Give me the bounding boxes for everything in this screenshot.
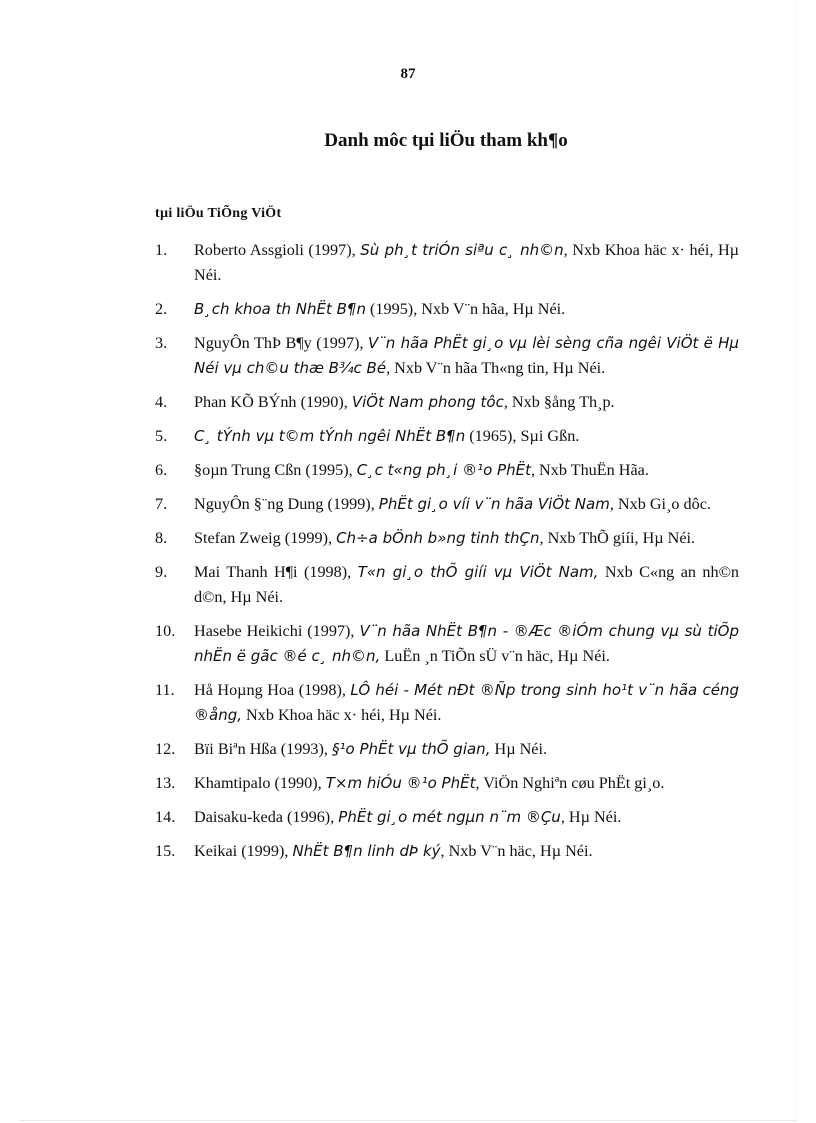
reference-work-title: §¹o PhËt vµ thÕ gian, bbox=[332, 740, 491, 758]
reference-number: 11. bbox=[155, 681, 175, 699]
page-number: 87 bbox=[400, 66, 416, 82]
reference-item bbox=[155, 390, 739, 415]
reference-text bbox=[194, 678, 739, 728]
reference-item bbox=[155, 805, 739, 830]
reference-publisher: (1965), Sµi Gßn. bbox=[465, 427, 580, 445]
reference-number: 1. bbox=[155, 241, 168, 259]
reference-work-title: NhËt B¶n linh dÞ ký bbox=[292, 842, 441, 860]
reference-work-title: C¸ tÝnh vµ t©m tÝnh ngêi NhËt B¶n bbox=[194, 427, 466, 445]
reference-item bbox=[155, 526, 739, 551]
page-title: Danh môc tµi liÖu tham kh¶o bbox=[324, 130, 568, 151]
reference-number: 2. bbox=[155, 300, 168, 318]
reference-number: 4. bbox=[155, 393, 168, 411]
reference-item bbox=[155, 560, 739, 610]
reference-author: NguyÔn ThÞ B¶y (1997), bbox=[194, 334, 369, 352]
reference-number: 3. bbox=[155, 334, 168, 352]
reference-text bbox=[194, 390, 739, 415]
reference-work-title: T«n gi¸o thÕ giíi vµ ViÖt Nam, bbox=[357, 563, 599, 581]
reference-text bbox=[194, 526, 739, 551]
reference-author: Hasebe Heikichi (1997), bbox=[194, 622, 360, 640]
reference-item bbox=[155, 737, 739, 762]
reference-text bbox=[194, 737, 739, 762]
reference-text bbox=[194, 560, 739, 610]
reference-author: Roberto Assgioli (1997), bbox=[194, 241, 361, 259]
reference-author: Bïi Biªn Hßa (1993), bbox=[194, 740, 333, 758]
reference-publisher: , Nxb ThuËn Hãa. bbox=[530, 461, 649, 479]
reference-publisher: , Nxb V¨n hãa Th«ng tin, Hµ Néi. bbox=[386, 359, 606, 377]
reference-author: Daisaku-keda (1996), bbox=[194, 808, 339, 826]
reference-item bbox=[155, 297, 739, 322]
reference-author: Mai Thanh H¶i (1998), bbox=[194, 563, 358, 581]
reference-author: Hå Hoµng Hoa (1998), bbox=[194, 681, 351, 699]
reference-number: 14. bbox=[155, 808, 176, 826]
reference-item bbox=[155, 238, 739, 288]
reference-author: Stefan Zweig (1999), bbox=[194, 529, 337, 547]
reference-number: 6. bbox=[155, 461, 168, 479]
reference-number: 7. bbox=[155, 495, 168, 513]
reference-publisher: , ViÖn Nghiªn cøu PhËt gi¸o. bbox=[475, 774, 665, 792]
reference-text bbox=[194, 331, 739, 381]
reference-work-title: PhËt gi¸o mét ngµn n¨m ®Çu bbox=[338, 808, 561, 826]
reference-text bbox=[194, 492, 739, 517]
reference-number: 8. bbox=[155, 529, 168, 547]
reference-publisher: , Nxb V¨n häc, Hµ Néi. bbox=[440, 842, 593, 860]
section-heading: tµi liÖu TiÕng ViÖt bbox=[155, 206, 282, 221]
reference-work-title: PhËt gi¸o víi v¨n hãa ViÖt Nam bbox=[378, 495, 610, 513]
reference-text bbox=[194, 839, 739, 864]
reference-author: NguyÔn §¨ng Dung (1999), bbox=[194, 495, 379, 513]
reference-item bbox=[155, 492, 739, 517]
reference-publisher: , Nxb §ång Th¸p. bbox=[503, 393, 615, 411]
reference-author: Phan KÕ BÝnh (1990), bbox=[194, 393, 352, 411]
reference-text bbox=[194, 771, 739, 796]
reference-item bbox=[155, 331, 739, 381]
reference-work-title: Ch÷a bÖnh b»ng tinh thÇn bbox=[336, 529, 540, 547]
reference-item bbox=[155, 458, 739, 483]
reference-item bbox=[155, 839, 739, 864]
reference-work-title: LÔ héi - Mét nÐt ®Ñp trong sinh ho¹t v¨n hãa céng ®ång, bbox=[194, 681, 739, 724]
reference-work-title: V¨n hãa PhËt gi¸o vµ lèi sèng cña ngêi ViÖt ë Hµ Néi vµ ch©u thæ B¾c Bé bbox=[194, 334, 739, 377]
reference-author: Keikai (1999), bbox=[194, 842, 293, 860]
reference-list bbox=[155, 238, 739, 873]
reference-author: Khamtipalo (1990), bbox=[194, 774, 326, 792]
reference-number: 10. bbox=[155, 622, 176, 640]
reference-work-title: Sù ph¸t triÓn siªu c¸ nh©n bbox=[360, 241, 564, 259]
reference-publisher: , Nxb Gi¸o dôc. bbox=[609, 495, 711, 513]
reference-number: 12. bbox=[155, 740, 176, 758]
page-edge-rule bbox=[795, 0, 796, 1123]
reference-item bbox=[155, 619, 739, 669]
reference-publisher: , Nxb ThÕ giíi, Hµ Néi. bbox=[539, 529, 696, 547]
reference-publisher: , Hµ Néi. bbox=[560, 808, 622, 826]
reference-text bbox=[194, 805, 739, 830]
reference-publisher: (1995), Nxb V¨n hãa, Hµ Néi. bbox=[366, 300, 566, 318]
reference-work-title: B¸ch khoa th NhËt B¶n bbox=[194, 300, 366, 318]
reference-item bbox=[155, 424, 739, 449]
reference-number: 9. bbox=[155, 563, 168, 581]
reference-item bbox=[155, 771, 739, 796]
reference-number: 13. bbox=[155, 774, 176, 792]
reference-number: 15. bbox=[155, 842, 176, 860]
reference-text bbox=[194, 619, 739, 669]
reference-publisher: Hµ Néi. bbox=[490, 740, 547, 758]
reference-item bbox=[155, 678, 739, 728]
reference-text bbox=[194, 297, 739, 322]
page-bottom-rule bbox=[20, 1120, 796, 1121]
reference-number: 5. bbox=[155, 427, 168, 445]
reference-text bbox=[194, 238, 739, 288]
reference-publisher: Nxb C«ng an nh©n d©n, Hµ Néi. bbox=[194, 563, 739, 606]
reference-publisher: Nxb Khoa häc x· héi, Hµ Néi. bbox=[242, 706, 442, 724]
reference-work-title: T×m hiÓu ®¹o PhËt bbox=[325, 774, 476, 792]
reference-text bbox=[194, 424, 739, 449]
reference-work-title: V¨n hãa NhËt B¶n - ®Æc ®iÓm chung vµ sù tiÕp nhËn ë gãc ®é c¸ nh©n, bbox=[194, 622, 739, 665]
reference-publisher: , Nxb Khoa häc x· héi, Hµ Néi. bbox=[194, 241, 739, 284]
reference-publisher: LuËn ¸n TiÕn sÜ v¨n häc, Hµ Néi. bbox=[380, 647, 610, 665]
reference-author: §oµn Trung Cßn (1995), bbox=[194, 461, 357, 479]
reference-work-title: C¸c t«ng ph¸i ®¹o PhËt bbox=[356, 461, 531, 479]
reference-work-title: ViÖt Nam phong tôc bbox=[351, 393, 504, 411]
reference-text bbox=[194, 458, 739, 483]
